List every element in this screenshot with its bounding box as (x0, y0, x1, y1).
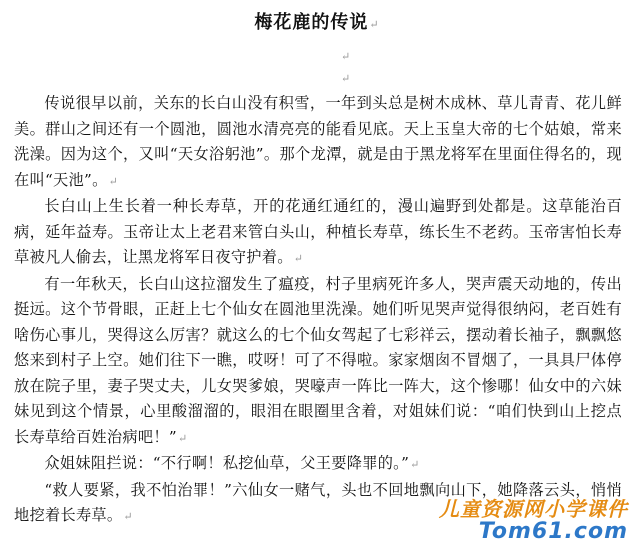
paragraph-text: 有一年秋天，长白山这拉溜发生了瘟疫，村子里病死许多人，哭声震天动地的，传出挺远。这个节骨眼，正赶上七个仙女在圆池里洗澡。她们听见哭声觉得很纳闷，老百姓有啥伤心事儿，哭得这么厉害？就这么的七个仙女驾起了七彩祥云，摆动着长袖子，飘飘悠悠来到村子上空。她们往下一瞧，哎呀！可了不得啦。家家烟囱不冒烟了，一具具尸体停放在院子里，妻子哭丈夫，儿女哭爹娘，哭嚎声一阵比一阵大，这个惨哪！仙女中的六妹妹见到这个情景，心里酸溜溜的，眼泪在眼圈里含着，对姐妹们说：“咱们快到山上挖点长寿草给百姓治病吧！” (14, 274, 622, 446)
paragraph-text: “救人要紧，我不怕治罪！”六仙女一赌气，头也不回地飘向山下，她降落云头，悄悄地挖着长寿草。 (14, 480, 622, 524)
document-body (14, 91, 622, 530)
paragraph-2 (14, 194, 622, 272)
paragraph-3 (14, 272, 622, 452)
watermark-site-name: 儿童资源网小学课件 (439, 496, 628, 521)
paragraph-mark: ↵ (123, 510, 133, 523)
paragraph-text: 传说很早以前，关东的长白山没有积雪，一年到头总是树木成林、草儿青青、花儿鲜美。群山之间还有一个圆池，圆池水清亮亮的能看见底。天上玉皇大帝的七个姑娘，常来洗澡。因为这个，又叫“天女浴躬池”。那个龙潭，就是由于黑龙将军在里面住得名的，现在叫“天池”。 (14, 94, 622, 189)
paragraph-mark: ↵ (177, 431, 188, 445)
paragraph-4 (14, 451, 622, 478)
paragraph-5 (14, 478, 622, 530)
paragraph-mark: ↵ (293, 252, 304, 265)
paragraph-1 (14, 91, 622, 194)
watermark-site-url: Tom61.com (478, 518, 628, 544)
paragraph-mark: ↵ (341, 72, 351, 85)
paragraph-mark: ↵ (108, 174, 119, 188)
paragraph-text: 众姐妹阻拦说：“不行啊！私挖仙草，父王要降罪的。” (44, 454, 410, 472)
paragraph-mark: ↵ (369, 18, 380, 31)
document-title: 梅花鹿的传说 (254, 12, 369, 33)
paragraph-mark: ↵ (410, 458, 420, 471)
paragraph-text: 长白山上生长着一种长寿草，开的花通红通红的，漫山遍野到处都是。这草能治百病，延年益寿。玉帝让太上老君来管白头山，种植长寿草，练长生不老药。玉帝害怕长寿草被凡人偷去，让黑龙将军日夜守护着。 (14, 197, 622, 266)
document-title-line (0, 8, 634, 34)
paragraph-mark: ↵ (341, 50, 351, 63)
